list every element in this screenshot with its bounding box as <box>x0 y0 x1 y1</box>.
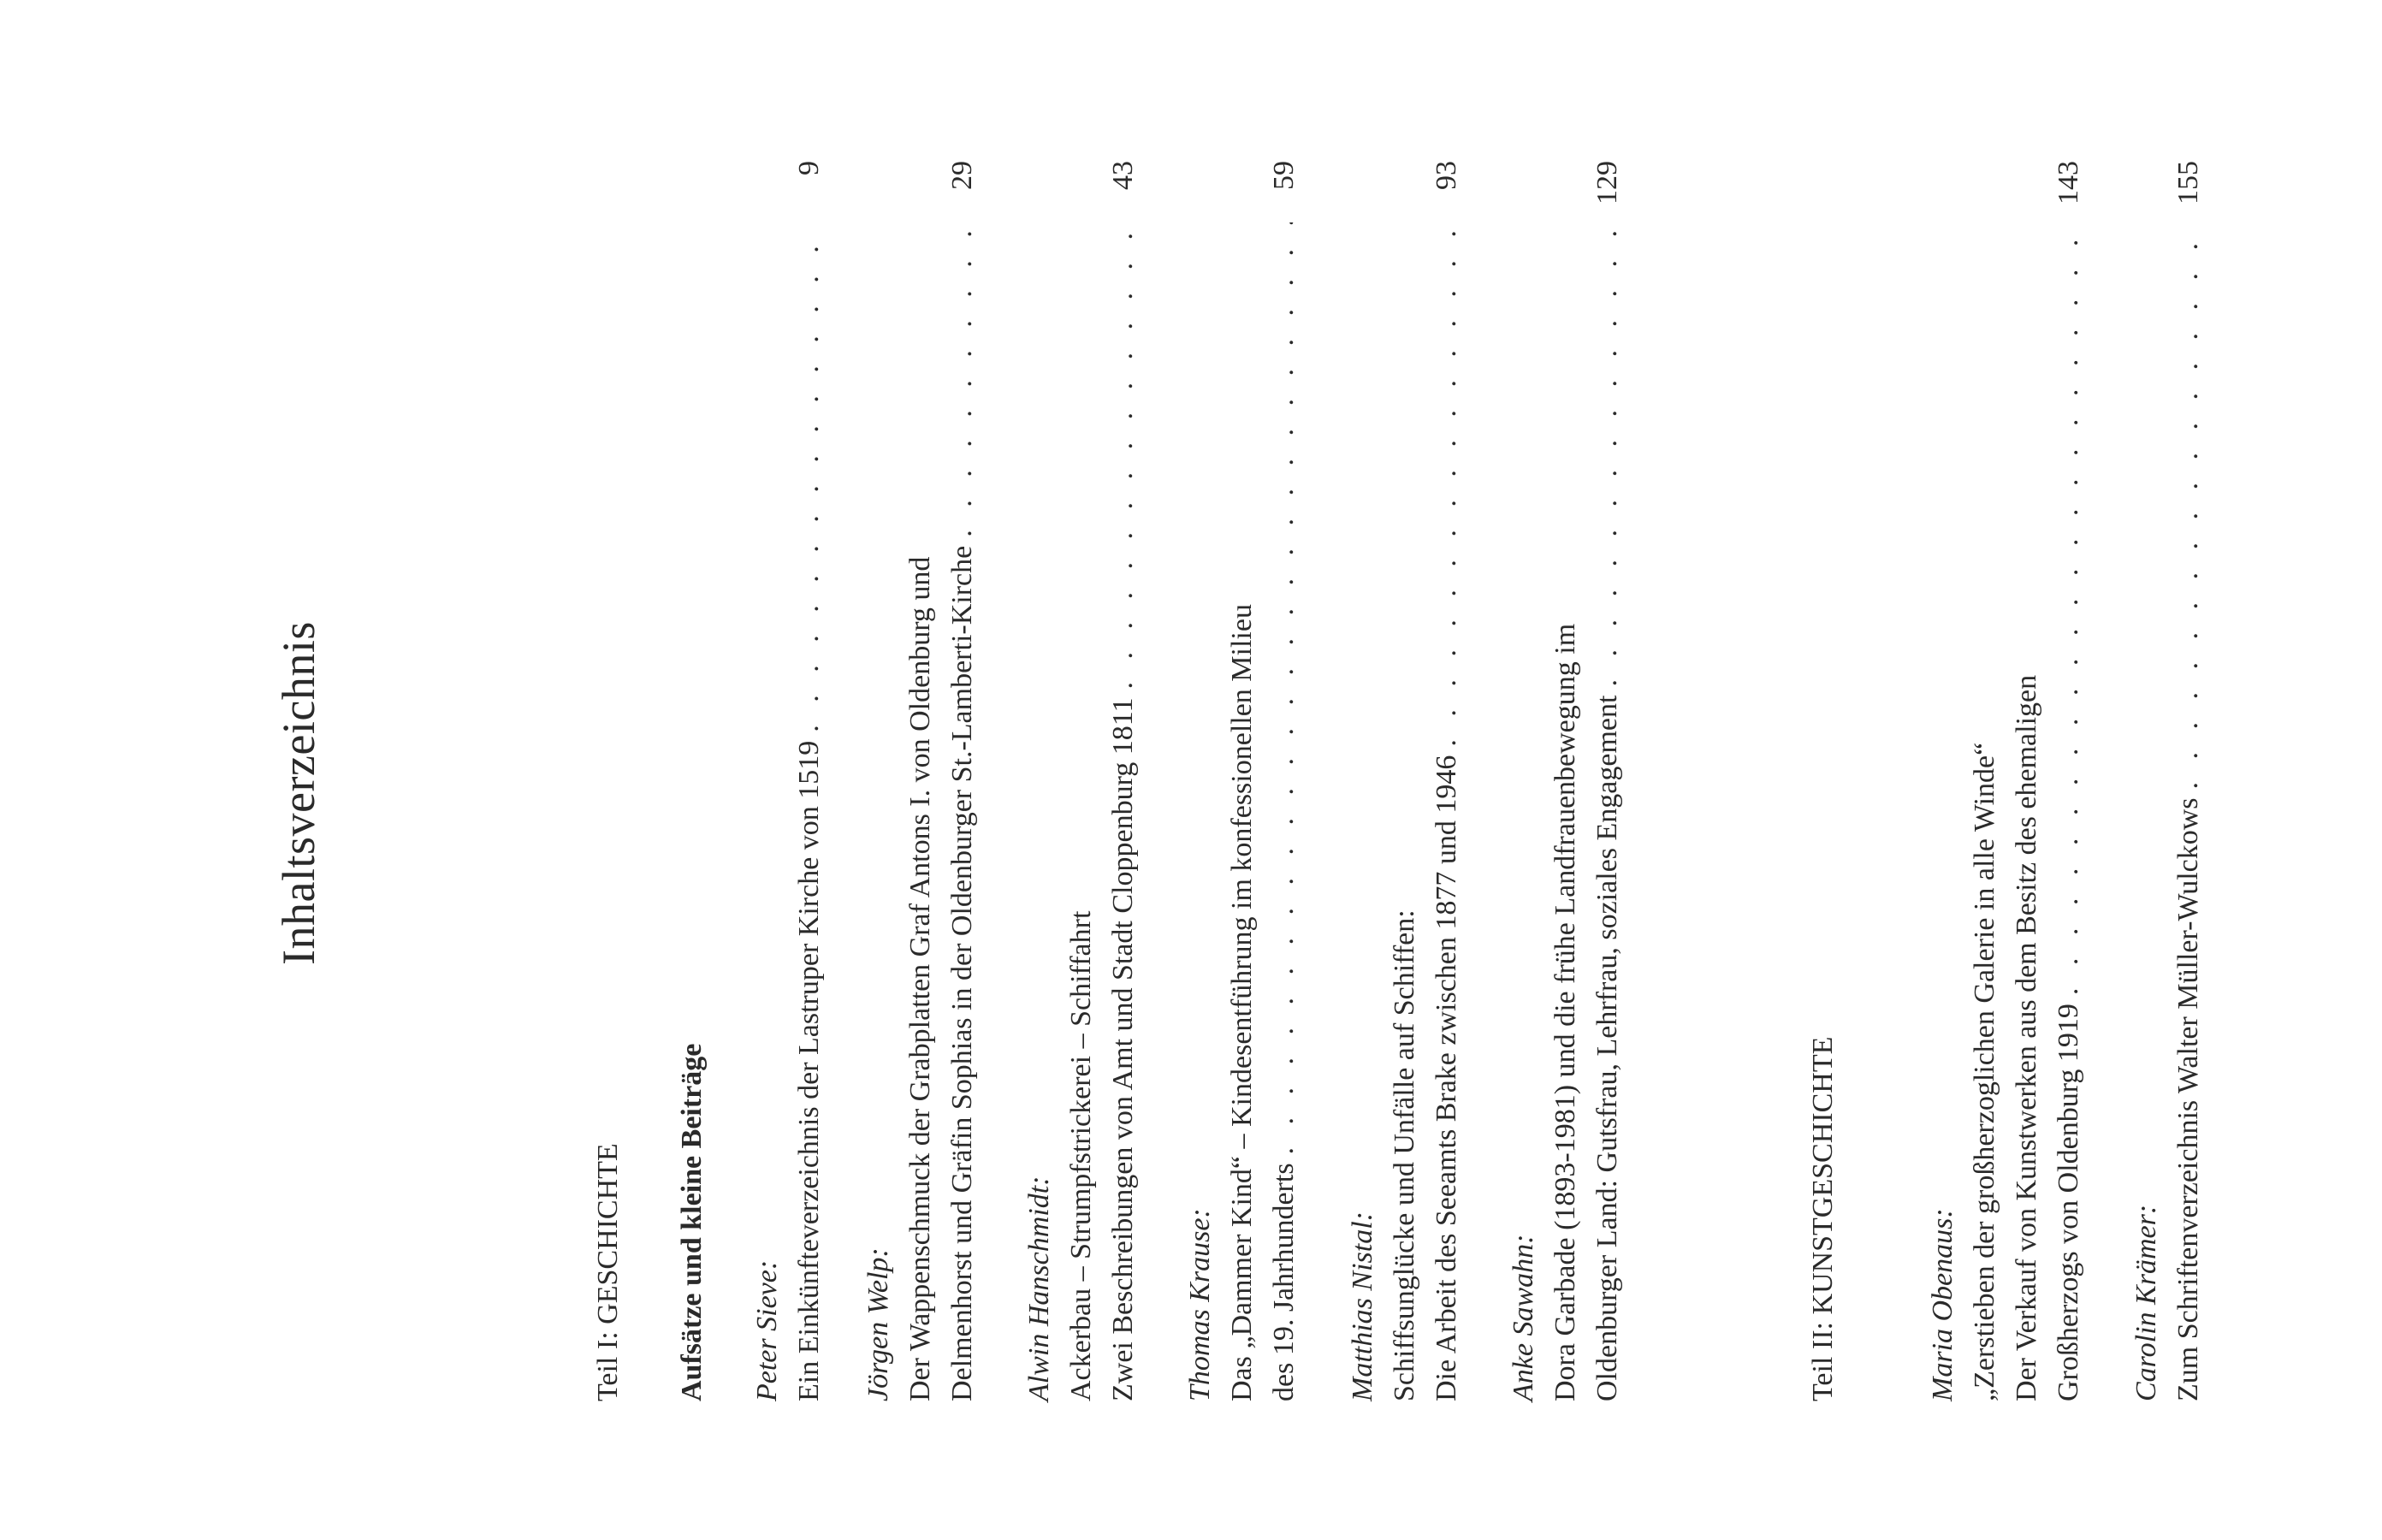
toc-entry <box>1502 161 1628 1401</box>
toc-entry <box>1018 161 1144 1401</box>
dot-leader <box>1586 222 1628 687</box>
entry-author: Anke Sawahn: <box>1508 1234 1539 1401</box>
entry-title: Ein Einkünfteverzeichnis der Lastruper Kirche von 1519 <box>793 740 825 1401</box>
entry-title: Der Wappenschmuck der Grabplatten Graf Antons I. von Oldenburg und <box>904 556 936 1401</box>
entry-author: Matthias Nistal: <box>1347 1211 1378 1401</box>
dot-leader <box>2167 222 2209 789</box>
entry-title: Zwei Beschreibungen von Amt und Stadt Cloppenburg 1811 <box>1107 697 1139 1401</box>
entry-author: Alwin Hanschmidt: <box>1023 1176 1055 1401</box>
toc-entry <box>1922 161 2089 1401</box>
entry-title: Schiffsunglücke und Unfälle auf Schiffen: <box>1389 909 1420 1401</box>
page-number: 43 <box>1107 161 1139 190</box>
part-heading-kunstgeschichte: Teil II: KUNSTGESCHICHTE <box>1807 1036 1839 1401</box>
dot-leader <box>941 222 983 537</box>
entry-title: Oldenburger Land: Gutsfrau, Lehrfrau, soziales Engagement <box>1591 695 1623 1401</box>
entry-title: Großherzogs von Oldenburg 1919 <box>2053 1004 2084 1401</box>
entry-author: Thomas Krause: <box>1184 1208 1216 1401</box>
entry-title: des 19. Jahrhunderts <box>1268 1163 1300 1401</box>
entry-title: Delmenhorst und Gräfin Sophias in der Oldenburger St.-Lamberti-Kirche <box>946 545 978 1401</box>
entry-author: Carolin Krämer: <box>2130 1204 2162 1401</box>
entry-author: Peter Sieve: <box>751 1259 783 1401</box>
entry-title: Zum Schriftenverzeichnis Walter Müller-Wulckows <box>2172 797 2204 1401</box>
page-number: 59 <box>1268 161 1300 190</box>
toc-entry <box>746 161 830 1401</box>
entry-title: Ackerbau – Strumpfstrickerei – Schiffahrt <box>1065 910 1097 1401</box>
toc-entry <box>1179 161 1305 1401</box>
entry-title: Der Verkauf von Kunstwerken aus dem Besitz des ehemaligen <box>2011 674 2042 1401</box>
page-number: 29 <box>946 161 978 190</box>
page-number: 143 <box>2053 161 2084 204</box>
page-number: 155 <box>2172 161 2204 204</box>
page-title: Inhaltsverzeichnis <box>273 621 324 965</box>
entry-author: Maria Obenaus: <box>1927 1208 1958 1401</box>
dot-leader <box>788 222 830 732</box>
page-number: 93 <box>1431 161 1462 190</box>
page-number: 129 <box>1591 161 1623 204</box>
entry-author: Jörgen Welp: <box>862 1247 894 1401</box>
part-heading-geschichte: Teil I: GESCHICHTE <box>592 1143 624 1401</box>
entry-title: Die Arbeit des Seeamts Brake zwischen 1877 und 1946 <box>1431 755 1462 1401</box>
dot-leader <box>1425 222 1467 747</box>
entry-title: Dora Garbade (1893-1981) und die frühe Landfrauenbewegung im <box>1549 623 1581 1401</box>
entry-title: „Zerstieben der großherzoglichen Galerie in alle Winde“ <box>1969 742 2000 1401</box>
page-number: 9 <box>793 161 825 175</box>
dot-leader <box>2047 222 2089 995</box>
section-heading-aufsaetze: Aufsätze und kleine Beiträge <box>676 1043 708 1401</box>
dot-leader <box>1102 222 1144 689</box>
toc-entry <box>1342 161 1467 1401</box>
dot-leader <box>1263 222 1305 1154</box>
entry-title: Das „Dammer Kind“ – Kindesentführung im konfessionellen Milieu <box>1226 604 1258 1401</box>
toc-entry <box>857 161 983 1401</box>
toc-entry <box>2125 161 2209 1401</box>
